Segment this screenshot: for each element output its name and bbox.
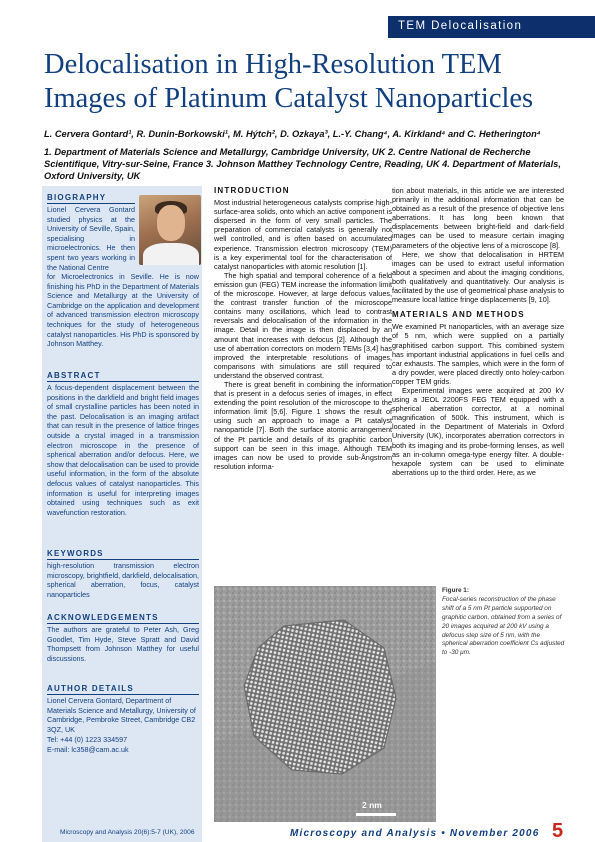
methods-paragraph: We examined Pt nanoparticles, with an average size of 5 nm, which were supplied on a partially graphitised carbon support. This combined system has important industrial applications in fuel cells and car exhausts. The samples, which were in the form of a dry powder, were placed directly onto holey-carbon copper TEM grids. bbox=[392, 322, 564, 386]
figure-caption-title: Figure 1: bbox=[442, 587, 469, 594]
intro-paragraph: The high spatial and temporal coherence of a field emission gun (FEG) TEM increase the information limit of the microscope. However, at large defocus values, the contrast transfer function of the microscope contains many oscillations, which lead to contrast reversals and delocalisation of the information in the image. Detail in the image is then displaced by an amount that increases with defocus [2]. Although the use of aberration correctors on modern TEMs [3,4] has improved the interpretable resolutions of images, comparisons with simulations are still required to understand the observed contrast. bbox=[214, 270, 392, 380]
scale-bar-label: 2 nm bbox=[362, 800, 382, 810]
journal-footer: Microscopy and Analysis • November 2006 bbox=[290, 828, 540, 839]
body-column-2 bbox=[392, 186, 564, 477]
abstract-heading: ABSTRACT bbox=[47, 371, 101, 380]
acknowledgements-text: The authors are grateful to Peter Ash, Greg Goodlet, Tim Hyde, Steve Spratt and David Thompsett from Johnson Matthey for useful discussions. bbox=[47, 625, 199, 663]
heading-rule bbox=[47, 694, 199, 695]
body-paragraph: tion about materials, in this article we are interested primarily in the additional information that can be obtained as a result of the presence of objective lens aberrations. It has long been known that displacements between bright-field and dark-field images can be used to measure certain imaging parameters of the objective lens of a microscope [8]. bbox=[392, 186, 564, 250]
keywords-heading: KEYWORDS bbox=[47, 549, 104, 558]
acknowledgements-heading: ACKNOWLEDGEMENTS bbox=[47, 613, 159, 622]
author-email: E-mail: lc358@cam.ac.uk bbox=[47, 745, 129, 754]
author-address: Lionel Cervera Gontard, Department of Materials Science and Metallurgy, University of Cambridge, Pembroke Street, Cambridge CB2 3QZ, UK bbox=[47, 696, 196, 734]
author-list: L. Cervera Gontard¹, R. Dunin-Borkowski¹, M. Hýtch², D. Ozkaya³, L.-Y. Chang⁴, A. Kirkland⁴ and C. Hetherington⁴ bbox=[44, 129, 541, 139]
heading-rule bbox=[47, 623, 199, 624]
introduction-heading: INTRODUCTION bbox=[214, 186, 290, 195]
figure-caption-text: Focal-series reconstruction of the phase shift of a 5 nm Pt particle supported on graphitic carbon, obtained from a series of 20 images acquired at 200 kV using a defocus step size of 5 nm, with the spherical aberration coefficient Cs adjusted to -30 μm. bbox=[442, 595, 565, 657]
page-number: 5 bbox=[552, 820, 564, 842]
figure-caption bbox=[442, 587, 567, 658]
abstract-text: A focus-dependent displacement between the positions in the darkfield and bright field images of small crystalline particles has been noted in the past. Delocalisation is an imaging artifact that can result in the presence of lattice fringes outside a crystal imaged in a transmission electron microscope in the presence of spherical aberration and/or defocus. Here, we show that delocalisation can be used to provide useful information, in the form of the absolute defocus values of catalyst nanoparticles. This information is useful for interpreting images obtained using techniques such as exit wavefunction restoration. bbox=[47, 383, 199, 517]
intro-paragraph: There is great benefit in combining the information that is present in a defocus series of images, in effect extending the point resolution of the microscope to the information limit [5,6]. Figure 1 shows the result of using such an approach to image a Pt catalyst nanoparticle [7]. Both the surface atomic arrangement of the Pt particle and details of its graphitic carbon support can be seen in this image. Although TEM images can now be used to provide sub-Ångstrom resolution informa- bbox=[214, 379, 392, 471]
author-photo bbox=[139, 195, 201, 265]
article-title: Delocalisation in High-Resolution TEM Images of Platinum Catalyst Nanoparticles bbox=[44, 49, 534, 114]
methods-paragraph: Experimental images were acquired at 200 kV using a JEOL 2200FS FEG TEM equipped with a spherical aberration corrector, at a nominal magnification of 500k. This instrument, which is located in the Department of Materials in Oxford University (UK), incorporates aberration correctors in both its imaging and its probe-forming lenses, as well as an in-column omega-type energy filter. A double-hexapole system can be used to eliminate aberrations up to the third order. Here, as we bbox=[392, 385, 564, 477]
scale-bar bbox=[356, 813, 396, 816]
heading-rule bbox=[47, 559, 199, 560]
heading-rule bbox=[47, 203, 135, 204]
body-paragraph: Here, we show that delocalisation in HRTEM images can be used to extract useful information about a specimen and about the imaging conditions, both qualitatively and quantitatively. Our analysis is facilitated by the use of geometrical phase analysis to measure local lattice fringe displacements [9, 10]. bbox=[392, 249, 564, 305]
heading-rule bbox=[47, 381, 199, 382]
intro-paragraph: Most industrial heterogeneous catalysts comprise high-surface-area solids, onto which an active component is dispersed in the form of very small particles. The preparation of commercial catalysts is generally not well controlled, and is often based on accumulated experience. Transmission electron microscopy (TEM) is a key experimental tool for the characterisation of catalyst nanoparticles with atomic resolution [1]. bbox=[214, 198, 392, 271]
methods-heading: MATERIALS AND METHODS bbox=[392, 310, 525, 320]
affiliations: 1. Department of Materials Science and Metallurgy, Cambridge University, UK 2. Centre National de Recherche Scientifique, Vitry-sur-Seine, France 3. Johnson Matthey Technology Centre, Reading, UK 4. Department of Materials, Oxford University, UK bbox=[44, 147, 561, 182]
nanoparticle-image bbox=[214, 586, 436, 822]
author-details-heading: AUTHOR DETAILS bbox=[47, 684, 134, 693]
citation-line: Microscopy and Analysis 20(6):5-7 (UK), 2006 bbox=[60, 829, 195, 836]
tem-figure-image bbox=[214, 586, 436, 822]
biography-text-a: Lionel Cervera Gontard studied physics at the University of Seville, Spain, specialising in microelectronics. He then spent two years working in the National Centre bbox=[47, 205, 135, 272]
keywords-text: high-resolution transmission electron microscopy, brightfield, darkfield, delocalisation, spherical aberration, focus, catalyst nanoparticles bbox=[47, 561, 199, 599]
biography-text-b: for Microelectronics in Seville. He is now finishing his PhD in the Department of Materials Science and Metallurgy at the University of Cambridge on the application and development of advanced transmission electron microscopy techniques for the study of heterogeneous catalyst nanoparticles. His PhD is sponsored by Johnson Matthey. bbox=[47, 272, 199, 349]
author-telephone: Tel: +44 (0) 1223 334597 bbox=[47, 735, 128, 744]
body-column-1 bbox=[214, 186, 392, 471]
biography-heading: BIOGRAPHY bbox=[47, 193, 107, 202]
section-tag: TEM Delocalisation bbox=[398, 20, 523, 32]
